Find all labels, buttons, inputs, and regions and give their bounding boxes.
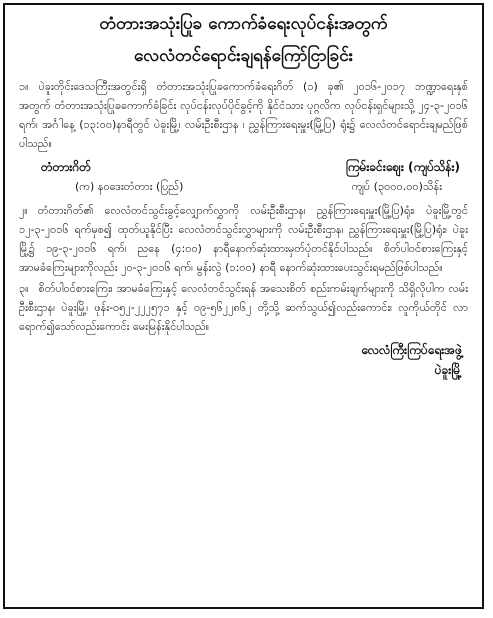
paragraph-1 [19, 77, 468, 153]
signature-location: ပဲခူးမြို့ [434, 363, 462, 377]
notice-title: တံတားအသုံးပြုခ ကောက်ခံရေးလုပ်ငန်းအတွက် [99, 14, 388, 34]
table-row [19, 177, 468, 197]
signature-committee: လေလံကြီးကြပ်ရေးအဖွဲ့ [361, 343, 462, 357]
paragraph-1-number: ၁။ [19, 80, 29, 93]
announcement-notice [3, 3, 484, 609]
paragraph-2-number: ၂။ [19, 204, 28, 217]
table-row-floor-price: ကျပ် (၃၀၀၀.၀၀)သိန်း [351, 180, 442, 193]
paragraph-3-text: စိတ်ပါဝင်စားကြေး၊ အာမခံကြေးနှင့် လေလံတင်သွင်းရန် အသေးစိတ် စည်းကမ်းချက်များကို သိရှိလိုပါက လမ်းဦးစီးဌာန၊ ပဲခူးမြို့၊ ဖုန်း-၀၅၂-၂၂၂၅၇၁ နှင့် ၀၉-၅၆၂၂၈၆၂ တို့သို့ ဆက်သွယ်၍လည်းကောင်း၊ လူကိုယ်တိုင် လာရောက်၍သော်လည်းကောင်း မေးမြန်းနိုင်ပါသည်။ [19, 282, 468, 333]
paragraph-3 [19, 279, 468, 336]
paragraph-2 [19, 201, 468, 277]
notice-subtitle: လေလံတင်ရောင်းချရန်ကြော်ငြာခြင်း [133, 46, 354, 66]
table-header [19, 157, 468, 177]
table-row-gate-name: (က) နဝဒေးတံတား (ပြည်) [75, 180, 184, 193]
paragraph-3-number: ၃။ [19, 282, 29, 295]
paragraph-2-text: တံတားဂိတ်၏ လေလံတင်သွင်းခွင့်လျှောက်လွှာကို လမ်းဦးစီးဌာန၊ ညွှန်ကြားရေးမှူး(မြို့ပြ)ရုံး၊ ပဲခူးမြို့တွင် ၁၂-၃-၂၀၁၆ ရက်မှစ၍ ထုတ်ယူနိုင်ပြီး လေလံတင်သွင်းလွှာများကို လမ်းဦးစီးဌာန၊ ညွှန်ကြားရေးမှူး(မြို့ပြ)ရုံး၊ ပဲခူးမြို့၌ ၁၉-၃-၂၀၁၆ ရက်၊ ညနေ (၄:၀၀) နာရီနောက်ဆုံးထားမှတ်ပုံတင်နိုင်ပါသည်။ စိတ်ပါဝင်စားကြေးနှင့် အာမခံကြေးများကိုလည်း ၂၀-၃-၂၀၁၆ ရက်၊ မွန်းလွဲ (၁:၀၀) နာရီ နောက်ဆုံးထားပေးသွင်းရမည်ဖြစ်ပါသည်။ [19, 204, 468, 274]
table-header-gate: တံတားဂိတ် [41, 160, 91, 174]
paragraph-1-text: ပဲခူးတိုင်းဒေသကြီးအတွင်းရှိ တံတားအသုံးပြုခကောက်ခံရေးဂိတ် (၁) ခု၏ ၂၀၁၆-၂၀၁၇ ဘဏ္ဍာရေးနှစ်အတွက် တံတားအသုံးပြုခကောက်ခံခြင်း လုပ်ငန်းလုပ်ပိုင်ခွင့်ကို နိုင်ငံသား ပုဂ္ဂလိက လုပ်ငန်းရှင်များသို့ ၂၄-၃-၂၀၁၆ ရက်၊ အင်္ဂါနေ့ (၁၃:၀၀)နာရီတွင် ပဲခူးမြို့၊ လမ်းဦးစီးဌာန ၊ ညွှန်ကြားရေးမှူး(မြို့ပြ) ရုံး၌ လေလံတင်ရောင်းချမည်ဖြစ်ပါသည်။ [19, 80, 468, 150]
table-header-floor-price: ကြမ်းခင်းဈေး (ကျပ်သိန်း) [345, 160, 460, 174]
